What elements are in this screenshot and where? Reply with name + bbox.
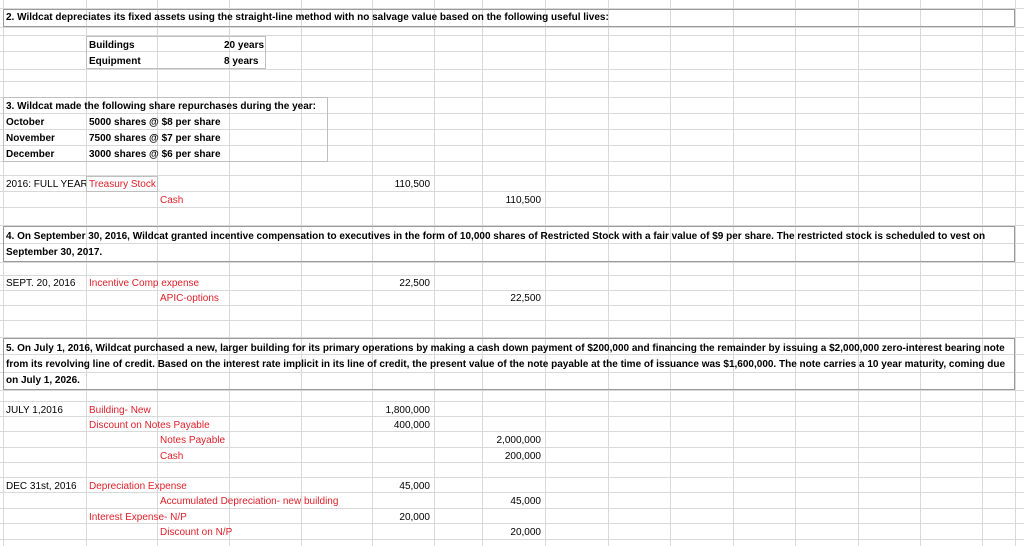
debit-amount: 45,000 bbox=[399, 481, 430, 492]
column-gridline bbox=[858, 0, 859, 546]
debit-account: Building- New bbox=[89, 405, 151, 416]
column-gridline bbox=[229, 0, 230, 546]
debit-amount: 20,000 bbox=[399, 512, 430, 523]
row-gridline bbox=[0, 477, 1024, 478]
debit-amount: 22,500 bbox=[399, 278, 430, 289]
row-gridline bbox=[0, 275, 1024, 276]
repurchase-month: December bbox=[6, 149, 55, 160]
credit-amount: 20,000 bbox=[510, 527, 541, 538]
section-5-title: 5. On July 1, 2016, Wildcat purchased a new, larger building for its primary operations by making a cash down payment of $200,000 and financing the remainder by issuing a $2,000,000 zero-interest bearing note from its revolving line of credit. Based on the interest rate implicit in its line of credit, the present value of the note payable at the time of issuance was $1,600,000. The note carries a 10 year maturity, coming due on July 1, 2026. bbox=[6, 343, 1005, 386]
repurchase-month: November bbox=[6, 133, 55, 144]
column-gridline bbox=[670, 0, 671, 546]
section-3-title: 3. Wildcat made the following share repurchases during the year: bbox=[6, 101, 316, 112]
section-2-box bbox=[3, 9, 1015, 27]
credit-account: Cash bbox=[160, 451, 184, 462]
column-gridline bbox=[372, 0, 373, 546]
debit-account: Treasury Stock bbox=[89, 179, 156, 190]
debit-account: Incentive Comp expense bbox=[89, 278, 200, 289]
column-gridline bbox=[982, 0, 983, 546]
entry-date: SEPT. 20, 2016 bbox=[6, 278, 76, 289]
column-gridline bbox=[3, 0, 4, 546]
column-gridline bbox=[434, 0, 435, 546]
asset-equipment: Equipment bbox=[89, 56, 141, 67]
row-gridline bbox=[0, 81, 1024, 82]
column-gridline bbox=[86, 0, 87, 546]
row-gridline bbox=[0, 508, 1024, 509]
credit-amount: 45,000 bbox=[510, 496, 541, 507]
repurchase-detail: 7500 shares @ $7 per share bbox=[89, 133, 221, 144]
row-gridline bbox=[0, 539, 1024, 540]
debit-account: Discount on Notes Payable bbox=[89, 420, 210, 431]
useful-lives-table bbox=[86, 36, 266, 69]
row-gridline bbox=[0, 27, 1024, 28]
credit-account: Accumulated Depreciation- new building bbox=[160, 496, 339, 507]
repurchases-table bbox=[3, 97, 328, 162]
section-4-box bbox=[3, 226, 1015, 262]
credit-amount: 2,000,000 bbox=[496, 435, 541, 446]
life-equipment: 8 years bbox=[224, 56, 259, 67]
debit-amount: 400,000 bbox=[393, 420, 430, 431]
section-5-box bbox=[3, 338, 1015, 390]
row-gridline bbox=[0, 401, 1024, 402]
debit-account: Interest Expense- N/P bbox=[89, 512, 187, 523]
repurchase-detail: 3000 shares @ $6 per share bbox=[89, 149, 221, 160]
section-2-title: 2. Wildcat depreciates its fixed assets using the straight-line method with no salvage value based on the following useful lives: bbox=[6, 12, 609, 23]
column-gridline bbox=[1015, 0, 1016, 546]
credit-amount: 200,000 bbox=[504, 451, 541, 462]
column-gridline bbox=[733, 0, 734, 546]
row-gridline bbox=[0, 207, 1024, 208]
credit-amount: 22,500 bbox=[510, 293, 541, 304]
entry-date: JULY 1,2016 bbox=[6, 405, 63, 416]
column-gridline bbox=[795, 0, 796, 546]
column-gridline bbox=[301, 0, 302, 546]
credit-account: Cash bbox=[160, 195, 184, 206]
column-gridline bbox=[157, 0, 158, 546]
asset-buildings: Buildings bbox=[89, 40, 135, 51]
debit-account: Depreciation Expense bbox=[89, 481, 187, 492]
credit-amount: 110,500 bbox=[505, 195, 541, 206]
row-gridline bbox=[0, 305, 1024, 306]
row-gridline bbox=[0, 262, 1024, 263]
column-gridline bbox=[608, 0, 609, 546]
row-gridline bbox=[0, 69, 1024, 70]
row-gridline bbox=[0, 390, 1024, 391]
column-gridline bbox=[482, 0, 483, 546]
section-4-title: 4. On September 30, 2016, Wildcat granted incentive compensation to executives in the form of 10,000 shares of Restricted Stock with a fair value of $9 per share. The restricted stock is scheduled to vest on September 30, 2017. bbox=[6, 231, 986, 258]
column-gridline bbox=[920, 0, 921, 546]
entry-date: 2016: FULL YEAR bbox=[6, 179, 88, 190]
debit-amount: 1,800,000 bbox=[385, 405, 430, 416]
credit-account: Discount on N/P bbox=[160, 527, 233, 538]
debit-amount: 110,500 bbox=[394, 179, 430, 190]
entry-date: DEC 31st, 2016 bbox=[6, 481, 77, 492]
life-buildings: 20 years bbox=[224, 40, 265, 51]
row-gridline bbox=[0, 290, 1024, 291]
credit-account: APIC-options bbox=[160, 293, 219, 304]
column-gridline bbox=[545, 0, 546, 546]
row-gridline bbox=[0, 320, 1024, 321]
row-gridline bbox=[0, 416, 1024, 417]
selected-cell-border bbox=[86, 176, 158, 192]
repurchase-month: October bbox=[6, 117, 45, 128]
credit-account: Notes Payable bbox=[160, 435, 226, 446]
repurchase-detail: 5000 shares @ $8 per share bbox=[89, 117, 221, 128]
row-gridline bbox=[0, 447, 1024, 448]
